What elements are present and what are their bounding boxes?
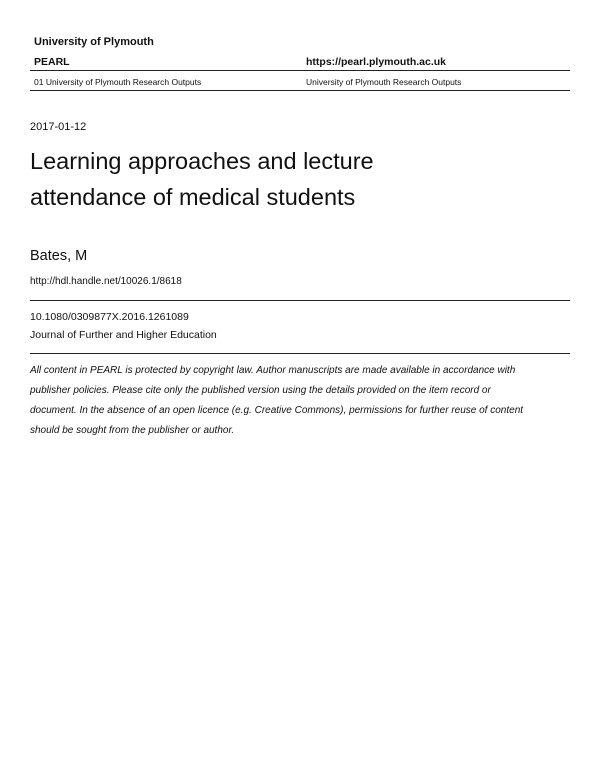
notice-line-1: All content in PEARL is protected by copyright law. Author manuscripts are made available in accordance with [30, 365, 516, 376]
publication-date: 2017-01-12 [30, 121, 87, 133]
document-title [30, 143, 550, 215]
record-divider [30, 300, 570, 301]
handle-link[interactable]: http://hdl.handle.net/10026.1/8618 [30, 276, 182, 287]
notice-line-2: publisher policies. Please cite only the published version using the details provided on the item record or [30, 385, 491, 396]
collection-label-left: 01 University of Plymouth Research Outputs [34, 77, 202, 87]
doi-text: 10.1080/0309877X.2016.1261089 [30, 311, 189, 323]
header-divider-bottom [30, 90, 570, 91]
journal-name: Journal of Further and Higher Education [30, 329, 217, 341]
title-line-2: attendance of medical students [30, 184, 356, 210]
notice-divider [30, 353, 570, 354]
title-line-1: Learning approaches and lecture [30, 148, 374, 174]
repository-name: PEARL [34, 56, 70, 68]
notice-line-3: document. In the absence of an open licence (e.g. Creative Commons), permissions for further reuse of content [30, 405, 524, 416]
repository-url-link[interactable]: https://pearl.plymouth.ac.uk [306, 56, 447, 68]
header-divider-top [30, 70, 570, 71]
copyright-notice [30, 361, 575, 441]
institution-name: University of Plymouth [34, 36, 154, 48]
collection-label-right: University of Plymouth Research Outputs [306, 77, 462, 87]
author-name: Bates, M [30, 248, 88, 264]
notice-line-4: should be sought from the publisher or author. [30, 425, 235, 436]
